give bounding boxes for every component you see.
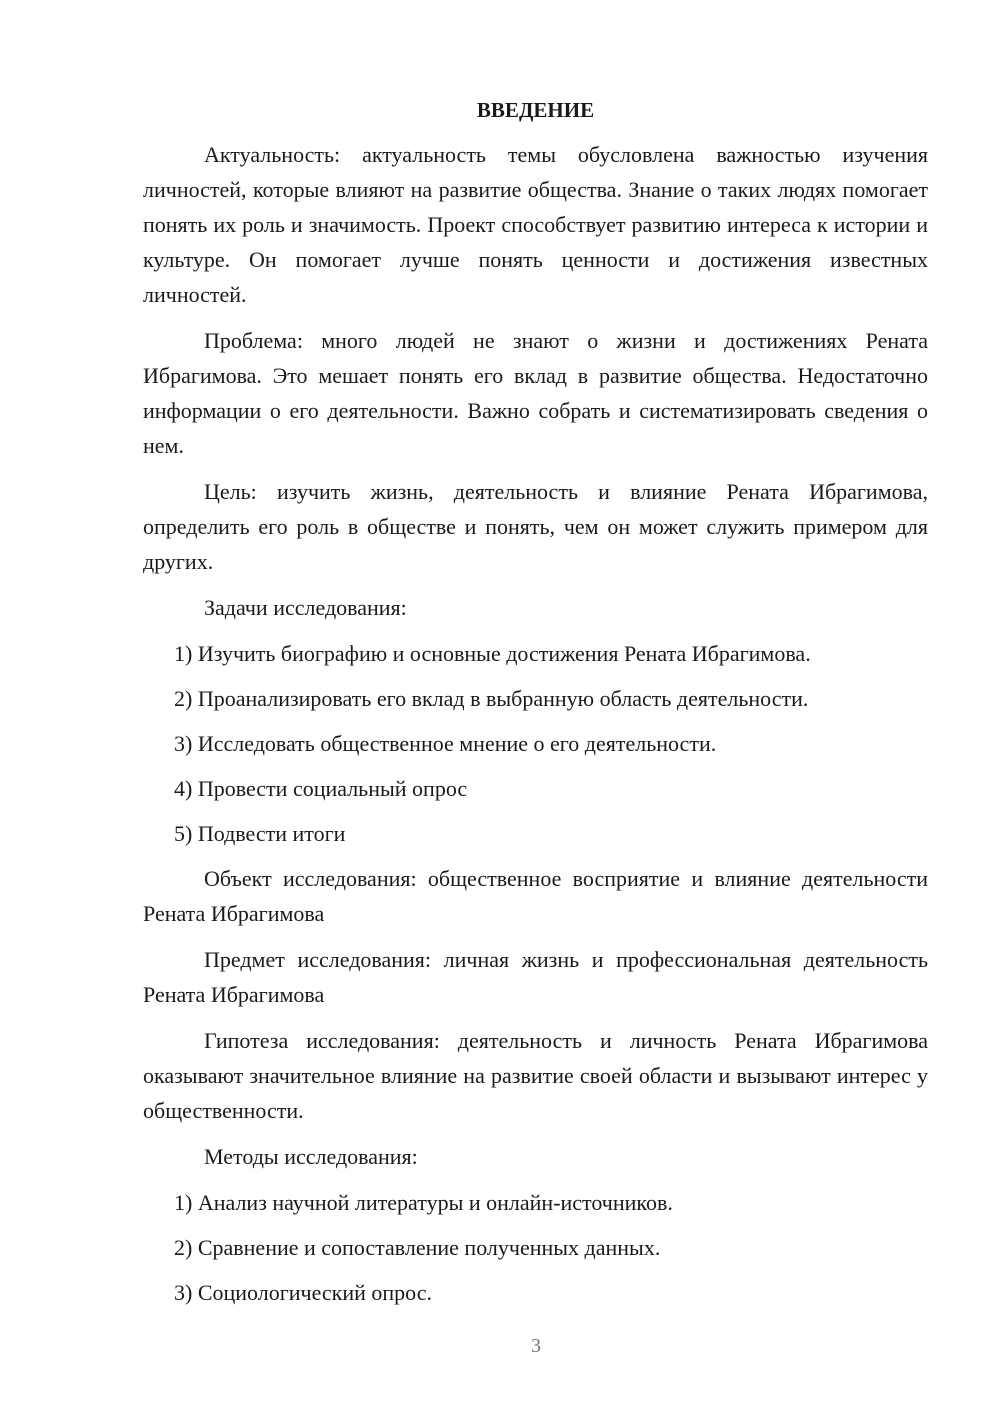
object-paragraph: Объект исследования: общественное восприятие и влияние деятельности Рената Ибрагимова [143, 866, 928, 926]
tasks-label: Задачи исследования: [204, 595, 407, 620]
list-item: 3) Социологический опрос. [174, 1280, 432, 1305]
goal-paragraph: Цель: изучить жизнь, деятельность и влияние Рената Ибрагимова, определить его роль в обществе и понять, чем он может служить примером для других. [143, 479, 928, 574]
tasks-list [143, 636, 928, 851]
list-item: 2) Проанализировать его вклад в выбранную область деятельности. [174, 686, 809, 711]
hypothesis-paragraph: Гипотеза исследования: деятельность и личность Рената Ибрагимова оказывают значительное влияние на развитие своей области и вызывают интерес у общественности. [143, 1028, 928, 1123]
list-item: 2) Сравнение и сопоставление полученных данных. [174, 1235, 661, 1260]
subject-paragraph: Предмет исследования: личная жизнь и профессиональная деятельность Рената Ибрагимова [143, 947, 928, 1007]
methods-label: Методы исследования: [204, 1144, 418, 1169]
list-item: 5) Подвести итоги [174, 821, 346, 846]
page-number: 3 [531, 1335, 541, 1357]
problem-paragraph: Проблема: много людей не знают о жизни и достижениях Рената Ибрагимова. Это мешает понять его вклад в развитие общества. Недостаточно информации о его деятельности. Важно собрать и систематизировать сведения о нем. [143, 328, 928, 458]
document-page [143, 95, 928, 1320]
list-item: 4) Провести социальный опрос [174, 776, 468, 801]
list-item: 1) Изучить биографию и основные достижения Рената Ибрагимова. [174, 641, 811, 666]
list-item: 1) Анализ научной литературы и онлайн-источников. [174, 1190, 673, 1215]
list-item: 3) Исследовать общественное мнение о его деятельности. [174, 731, 717, 756]
page-title: ВВЕДЕНИЕ [476, 98, 595, 122]
methods-list [143, 1185, 928, 1310]
relevance-paragraph: Актуальность: актуальность темы обусловлена важностью изучения личностей, которые влияют на развитие общества. Знание о таких людях помогает понять их роль и значимость. Проект способствует развитию интереса к истории и культуре. Он помогает лучше понять ценности и достижения известных личностей. [143, 142, 928, 307]
